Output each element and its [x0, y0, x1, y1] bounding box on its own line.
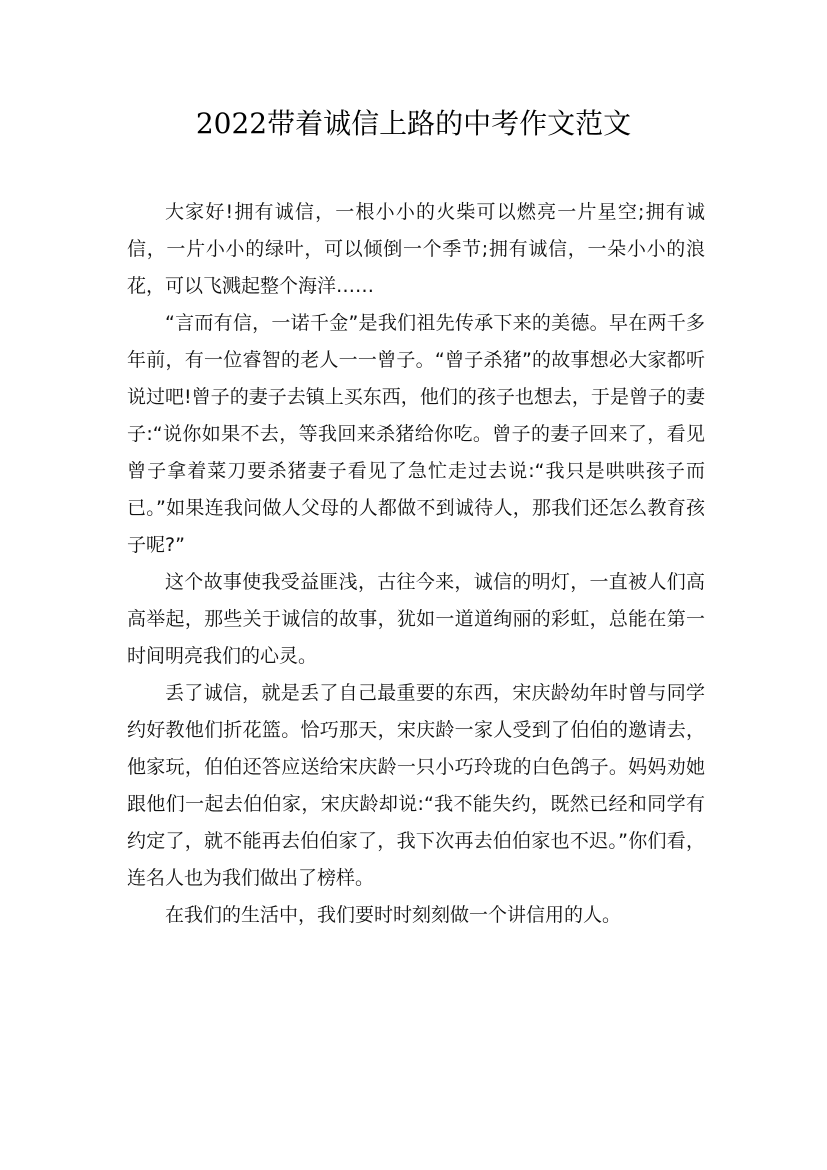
paragraph-5: 在我们的生活中，我们要时时刻刻做一个讲信用的人。	[165, 904, 622, 926]
paragraph-3: 这个故事使我受益匪浅，古往今来，诚信的明灯，一直被人们高高举起，那些关于诚信的故事，犹如一道道绚丽的彩虹，总能在第一时间明亮我们的心灵。	[127, 571, 705, 667]
paragraph-2: “言而有信，一诺千金”是我们祖先传承下来的美德。早在两千多年前，有一位睿智的老人一一曾子。“曾子杀猪”的故事想必大家都听说过吧!曾子的妻子去镇上买东西，他们的孩子也想去，于是曾子的妻子:“说你如果不去，等我回来杀猪给你吃。曾子的妻子回来了，看见曾子拿着菜刀要杀猪妻子看见了急忙走过去说:“我只是哄哄孩子而已。”如果连我问做人父母的人都做不到诚待人，那我们还怎么教育孩子呢?”	[127, 312, 705, 556]
document-title: 2022带着诚信上路的中考作文范文	[195, 107, 632, 140]
paragraph-4: 丢了诚信，就是丢了自己最重要的东西，宋庆龄幼年时曾与同学约好教他们折花篮。恰巧那天，宋庆龄一家人受到了伯伯的邀请去，他家玩，伯伯还答应送给宋庆龄一只小巧玲珑的白色鸽子。妈妈劝她跟他们一起去伯伯家，宋庆龄却说:“我不能失约，既然已经和同学有约定了，就不能再去伯伯家了，我下次再去伯伯家也不迟。”你们看，连名人也为我们做出了榜样。	[127, 682, 705, 889]
document-body	[127, 194, 705, 934]
paragraph-1: 大家好!拥有诚信，一根小小的火柴可以燃亮一片星空;拥有诚信，一片小小的绿叶，可以倾倒一个季节;拥有诚信，一朵小小的浪花，可以飞溅起整个海洋……	[127, 201, 705, 297]
